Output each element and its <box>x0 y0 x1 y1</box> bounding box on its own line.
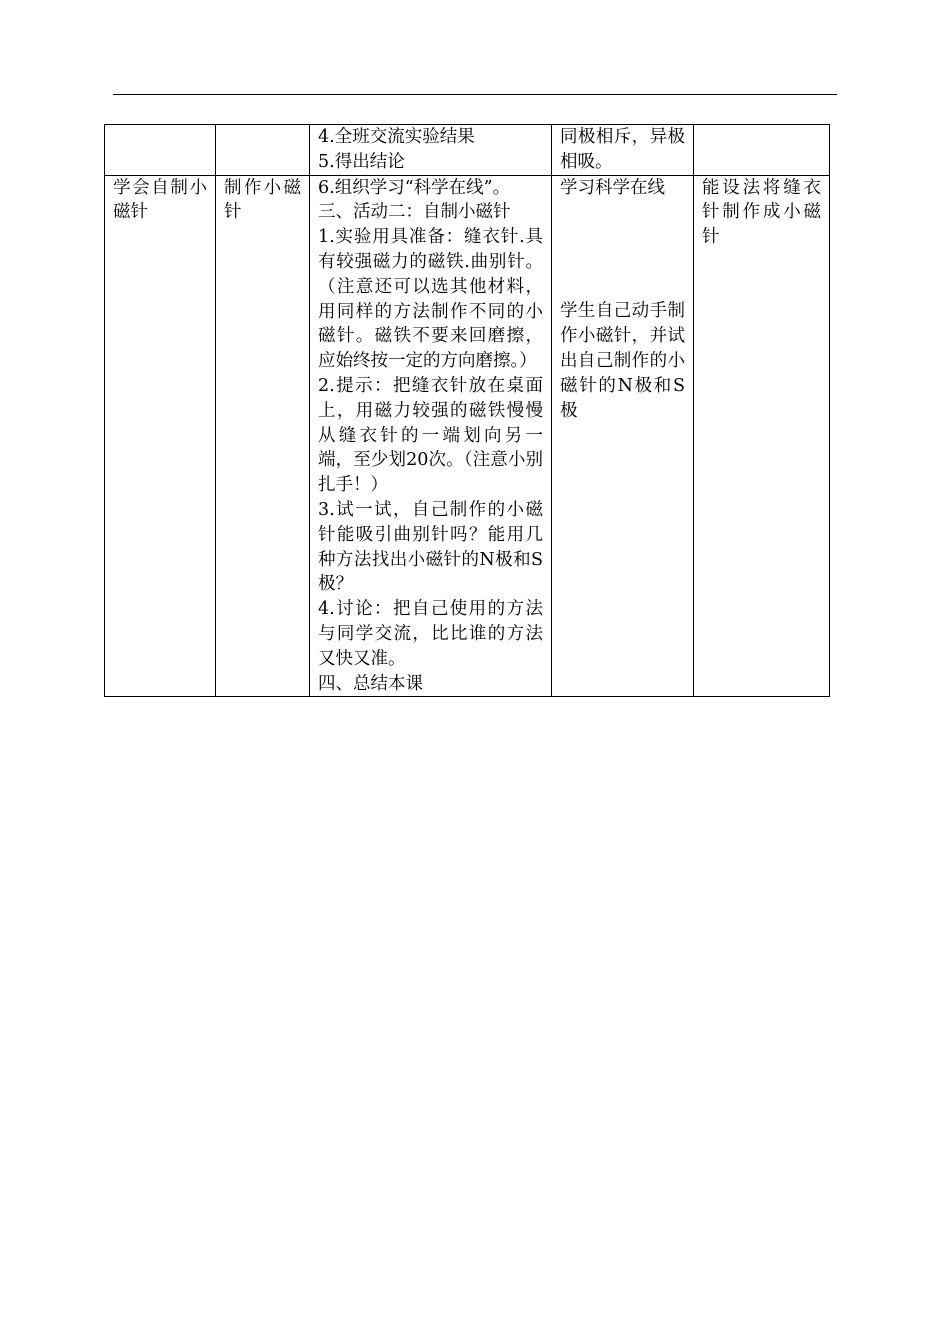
cell-r2-c4 <box>552 175 694 697</box>
process-step: 5.得出结论 <box>318 151 405 172</box>
cell-r1-c5 <box>694 125 830 176</box>
table-row <box>105 125 830 176</box>
process-step: 三、活动二：自制小磁针 <box>318 202 511 223</box>
student-activity-2: 学生自己动手制作小磁针，并试出自己制作的小磁针的N极和S极 <box>560 301 685 421</box>
cell-r1-c4: 同极相斥，异极相吸。 <box>552 125 694 176</box>
process-step: 2.提示：把缝衣针放在桌面上，用磁力较强的磁铁慢慢从缝衣针的一端划向另一端，至少划20次。（注意小别扎手！） <box>318 375 543 496</box>
cell-r2-c3 <box>310 175 552 697</box>
cell-spacer <box>560 200 685 299</box>
process-step: 3.试一试，自己制作的小磁针能吸引曲别针吗？能用几种方法找出小磁针的N极和S极？ <box>318 499 543 595</box>
cell-r1-c1 <box>105 125 216 176</box>
cell-r1-c2 <box>216 125 310 176</box>
cell-r2-c2: 制作小磁针 <box>216 175 310 697</box>
lesson-plan-table <box>104 124 830 697</box>
student-activity-1: 学习科学在线 <box>560 177 665 198</box>
process-step: 四、总结本课 <box>318 673 423 694</box>
process-step: 4.全班交流实验结果 <box>318 127 475 147</box>
cell-r1-c3 <box>310 125 552 176</box>
cell-r2-c5: 能设法将缝衣针制作成小磁针 <box>694 175 830 697</box>
cell-r2-c1: 学会自制小磁针 <box>105 175 216 697</box>
table-row <box>105 175 830 697</box>
process-step: 6.组织学习“科学在线”。 <box>318 177 511 198</box>
header-rule <box>113 94 837 95</box>
process-step: 1.实验用具准备：缝衣针.具有较强磁力的磁铁.曲别针。（注意还可以选其他材料，用同样的方法制作不同的小磁针。磁铁不要来回磨擦，应始终按一定的方向磨擦。） <box>318 227 543 372</box>
process-step: 4.讨论：把自己使用的方法与同学交流，比比谁的方法又快又准。 <box>318 599 543 669</box>
